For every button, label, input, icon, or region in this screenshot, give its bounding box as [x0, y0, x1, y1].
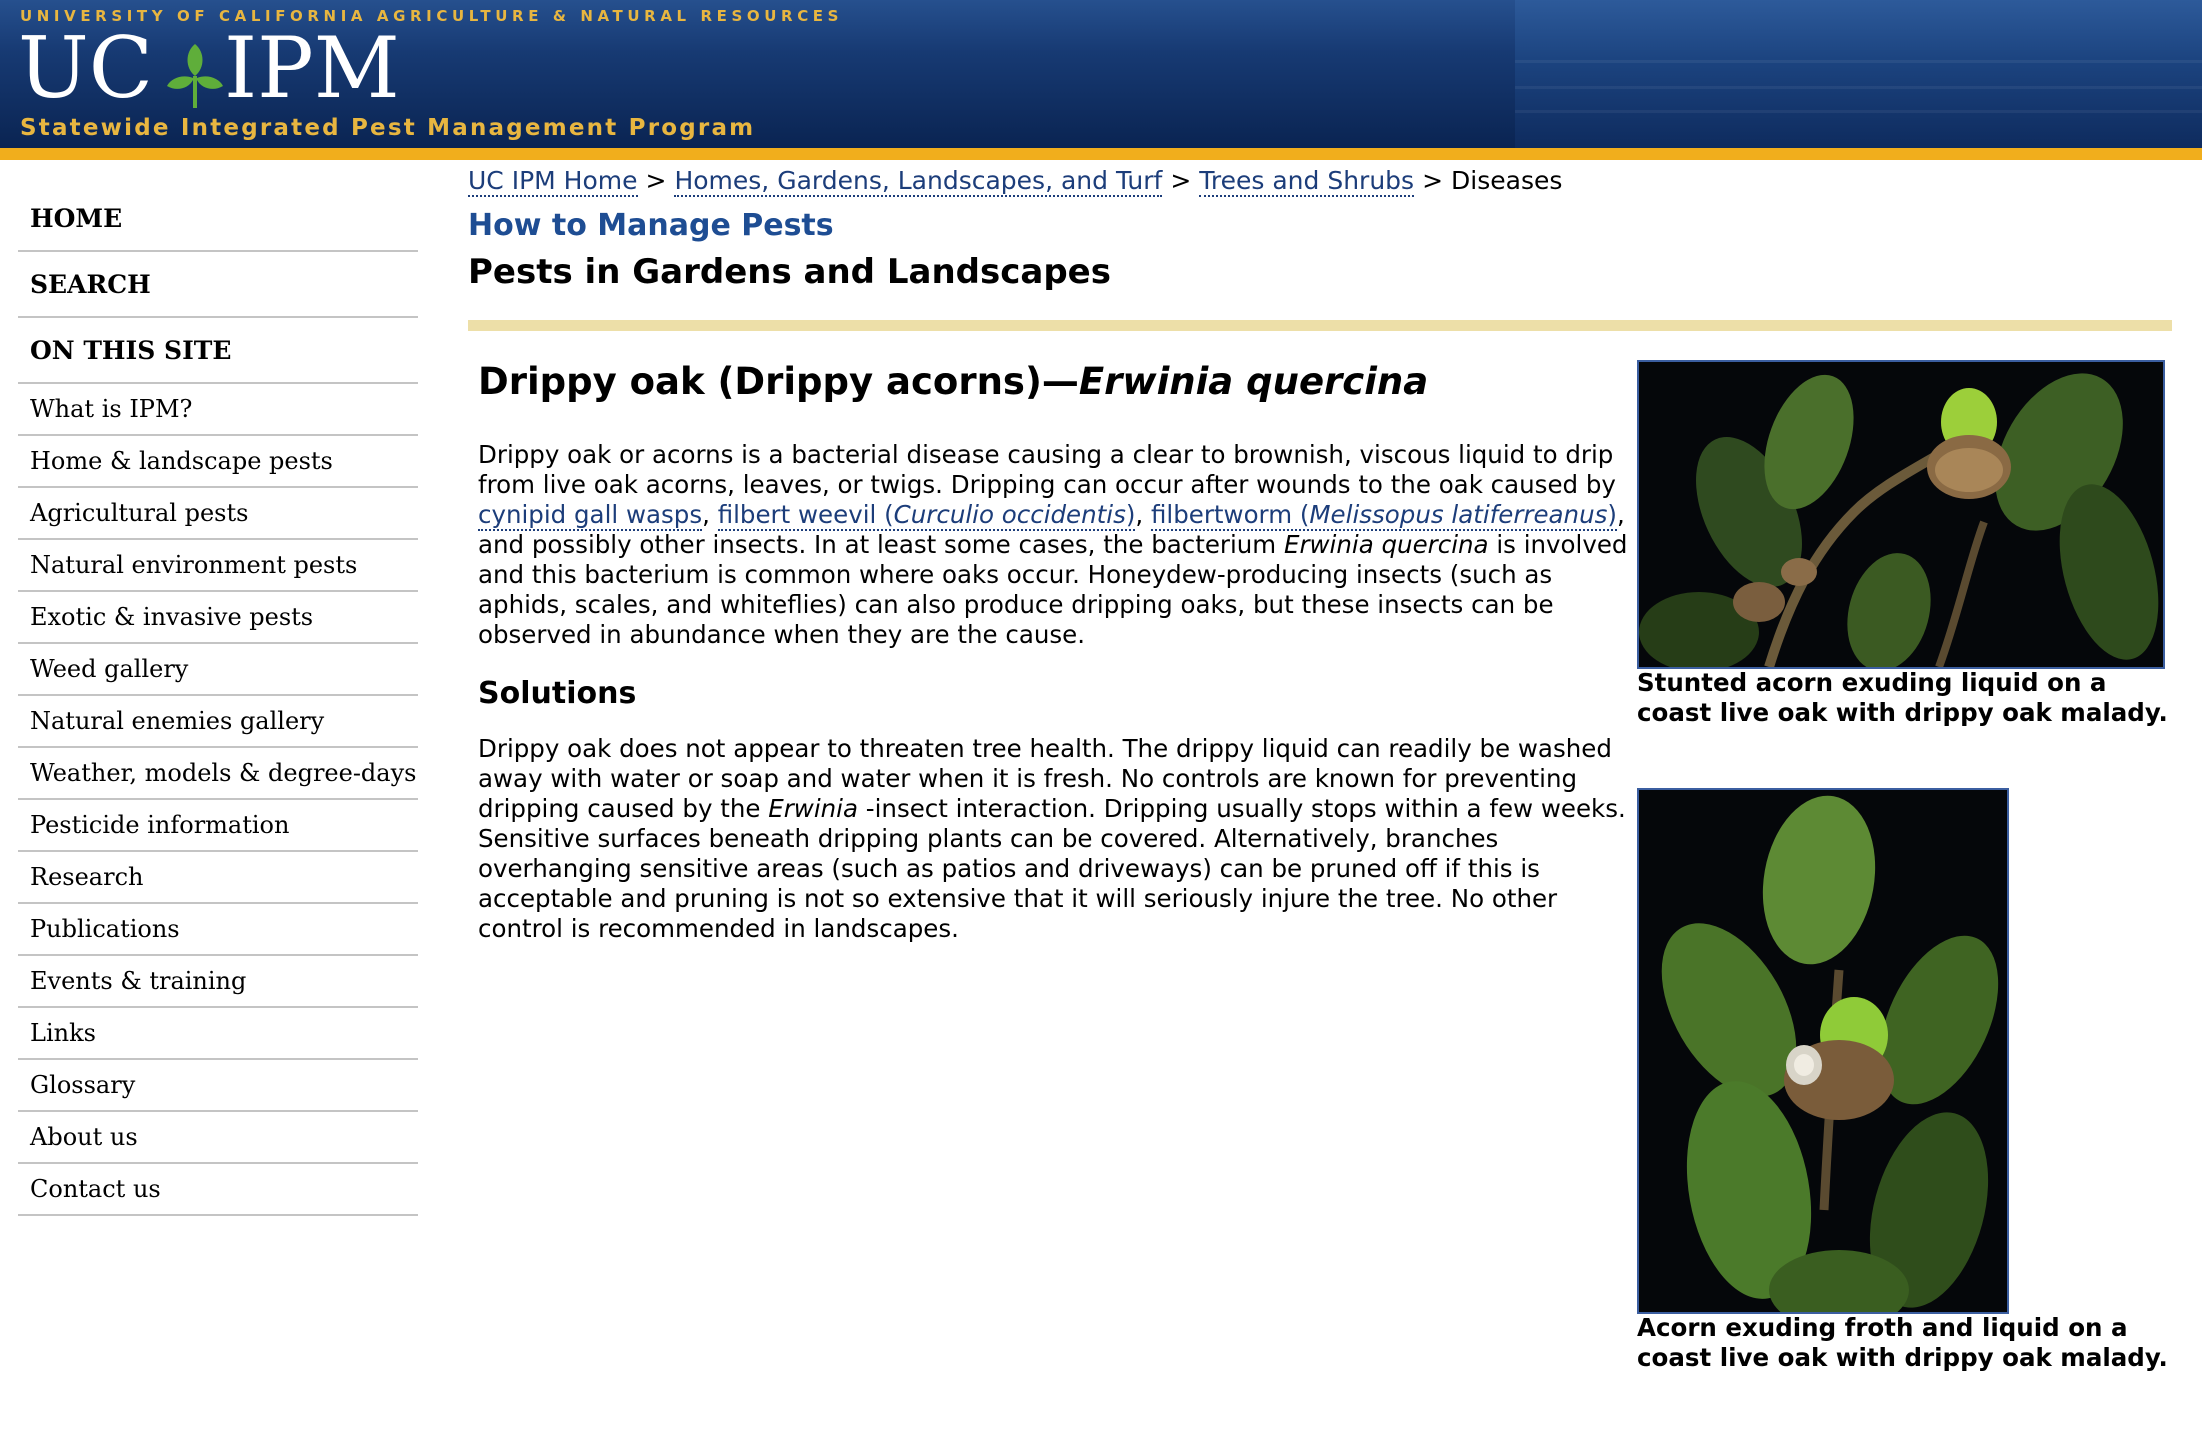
text: , [1135, 500, 1151, 529]
header-stripe [1515, 86, 2202, 89]
sidebar-item-what-is-ipm[interactable]: What is IPM? [18, 384, 418, 436]
header-gold-bar [0, 148, 2202, 160]
sidebar-item-glossary[interactable]: Glossary [18, 1060, 418, 1112]
link-text: ) [1607, 500, 1617, 529]
link-text: filbert weevil ( [717, 500, 894, 529]
sidebar-item-agricultural-pests[interactable]: Agricultural pests [18, 488, 418, 540]
logo-uc[interactable]: UC [18, 19, 154, 117]
text-italic: Erwinia quercina [1283, 530, 1489, 559]
sidebar-item-exotic-invasive-pests[interactable]: Exotic & invasive pests [18, 592, 418, 644]
header-texture [1515, 0, 2202, 148]
sidebar-item-publications[interactable]: Publications [18, 904, 418, 956]
breadcrumb-link-homes-gardens[interactable]: Homes, Gardens, Landscapes, and Turf [674, 166, 1163, 195]
how-to-manage-heading: How to Manage Pests [468, 208, 834, 243]
breadcrumb-link-home[interactable]: UC IPM Home [468, 166, 638, 195]
link-text: ) [1125, 500, 1136, 529]
sidebar-search-link[interactable]: SEARCH [18, 252, 418, 318]
sidebar-nav [18, 190, 418, 1216]
site-header [0, 0, 2202, 148]
content-divider [468, 320, 2172, 331]
sidebar-item-about-us[interactable]: About us [18, 1112, 418, 1164]
article-title [478, 360, 1428, 403]
sidebar-section-heading: ON THIS SITE [18, 318, 418, 384]
sidebar-item-natural-enemies-gallery[interactable]: Natural enemies gallery [18, 696, 418, 748]
photo-illustration [1639, 790, 2007, 1312]
sidebar-item-weed-gallery[interactable]: Weed gallery [18, 644, 418, 696]
text: is involved and this bacterium is common where oaks occur. Honeydew-producing insects (such as aphids, scales, and whiteflies) can also produce dripping oaks, but these insects can be observed in abundance when they are the cause. [478, 530, 1628, 649]
breadcrumb-current: Diseases [1451, 166, 1563, 195]
sidebar-item-events-training[interactable]: Events & training [18, 956, 418, 1008]
text: -insect interaction. Dripping usually stops within a few weeks. Sensitive surfaces beneath dripping plants can be covered. Alternatively, branches overhanging sensitive areas (such as patios and driveways) can be pruned off if this is acceptable and pruning is not so extensive that it will seriously injure the tree. No other control is recommended in landscapes. [478, 794, 1626, 943]
photo-stunted-acorn[interactable] [1637, 360, 2165, 669]
header-tagline: Statewide Integrated Pest Management Program [20, 115, 756, 141]
breadcrumb-link-trees-shrubs[interactable]: Trees and Shrubs [1199, 166, 1415, 195]
sidebar-item-research[interactable]: Research [18, 852, 418, 904]
solutions-paragraph [478, 734, 1628, 944]
breadcrumb-separator: > [1170, 166, 1192, 195]
text: Drippy oak does not appear to threaten tree health. The drippy liquid can readily be washed away with water or soap and water when it is fresh. No controls are known for preventing dripping caused by the [478, 734, 1612, 823]
article-title-scientific: Erwinia quercina [1078, 360, 1429, 403]
link-text: filbertworm ( [1150, 500, 1310, 529]
sidebar-item-home-landscape-pests[interactable]: Home & landscape pests [18, 436, 418, 488]
header-stripe [1515, 60, 2202, 63]
photo-caption-2: Acorn exuding froth and liquid on a coast live oak with drippy oak malady. [1637, 1313, 2168, 1372]
link-filbert-weevil[interactable] [718, 500, 1136, 531]
text: , [702, 500, 718, 529]
university-line: UNIVERSITY OF CALIFORNIA AGRICULTURE & NATURAL RESOURCES [20, 7, 844, 25]
breadcrumb-separator: > [1422, 166, 1444, 195]
solutions-heading: Solutions [478, 676, 637, 711]
photo-acorn-froth[interactable] [1637, 788, 2009, 1314]
link-cynipid-gall-wasps[interactable]: cynipid gall wasps [478, 500, 703, 529]
breadcrumb-separator: > [645, 166, 667, 195]
text: , and possibly other insects. In at least some cases, the bacterium [478, 500, 1625, 559]
photo-illustration [1639, 362, 2163, 667]
sidebar-item-weather-models[interactable]: Weather, models & degree-days [18, 748, 418, 800]
sidebar-item-links[interactable]: Links [18, 1008, 418, 1060]
sidebar-home-link[interactable]: HOME [18, 190, 418, 252]
logo-ipm[interactable]: IPM [224, 19, 400, 117]
sidebar-item-contact-us[interactable]: Contact us [18, 1164, 418, 1216]
breadcrumb [468, 166, 1562, 195]
leaf-sprout-icon [165, 38, 225, 110]
link-text-italic: Curculio occidentis [893, 500, 1126, 529]
sidebar-item-pesticide-information[interactable]: Pesticide information [18, 800, 418, 852]
photo-caption-1: Stunted acorn exuding liquid on a coast live oak with drippy oak malady. [1637, 668, 2168, 727]
link-text-italic: Melissopus latiferreanus [1309, 500, 1608, 529]
article-title-common: Drippy oak (Drippy acorns)— [478, 360, 1079, 403]
header-stripe [1515, 110, 2202, 113]
link-filbertworm[interactable] [1151, 500, 1617, 531]
text-italic: Erwinia [768, 794, 858, 823]
text: Drippy oak or acorns is a bacterial disease causing a clear to brownish, viscous liquid to drip from live oak acorns, leaves, or twigs. Dripping can occur after wounds to the oak caused by [478, 440, 1616, 499]
intro-paragraph [478, 440, 1628, 650]
sidebar-item-natural-environment-pests[interactable]: Natural environment pests [18, 540, 418, 592]
section-title: Pests in Gardens and Landscapes [468, 252, 1111, 292]
